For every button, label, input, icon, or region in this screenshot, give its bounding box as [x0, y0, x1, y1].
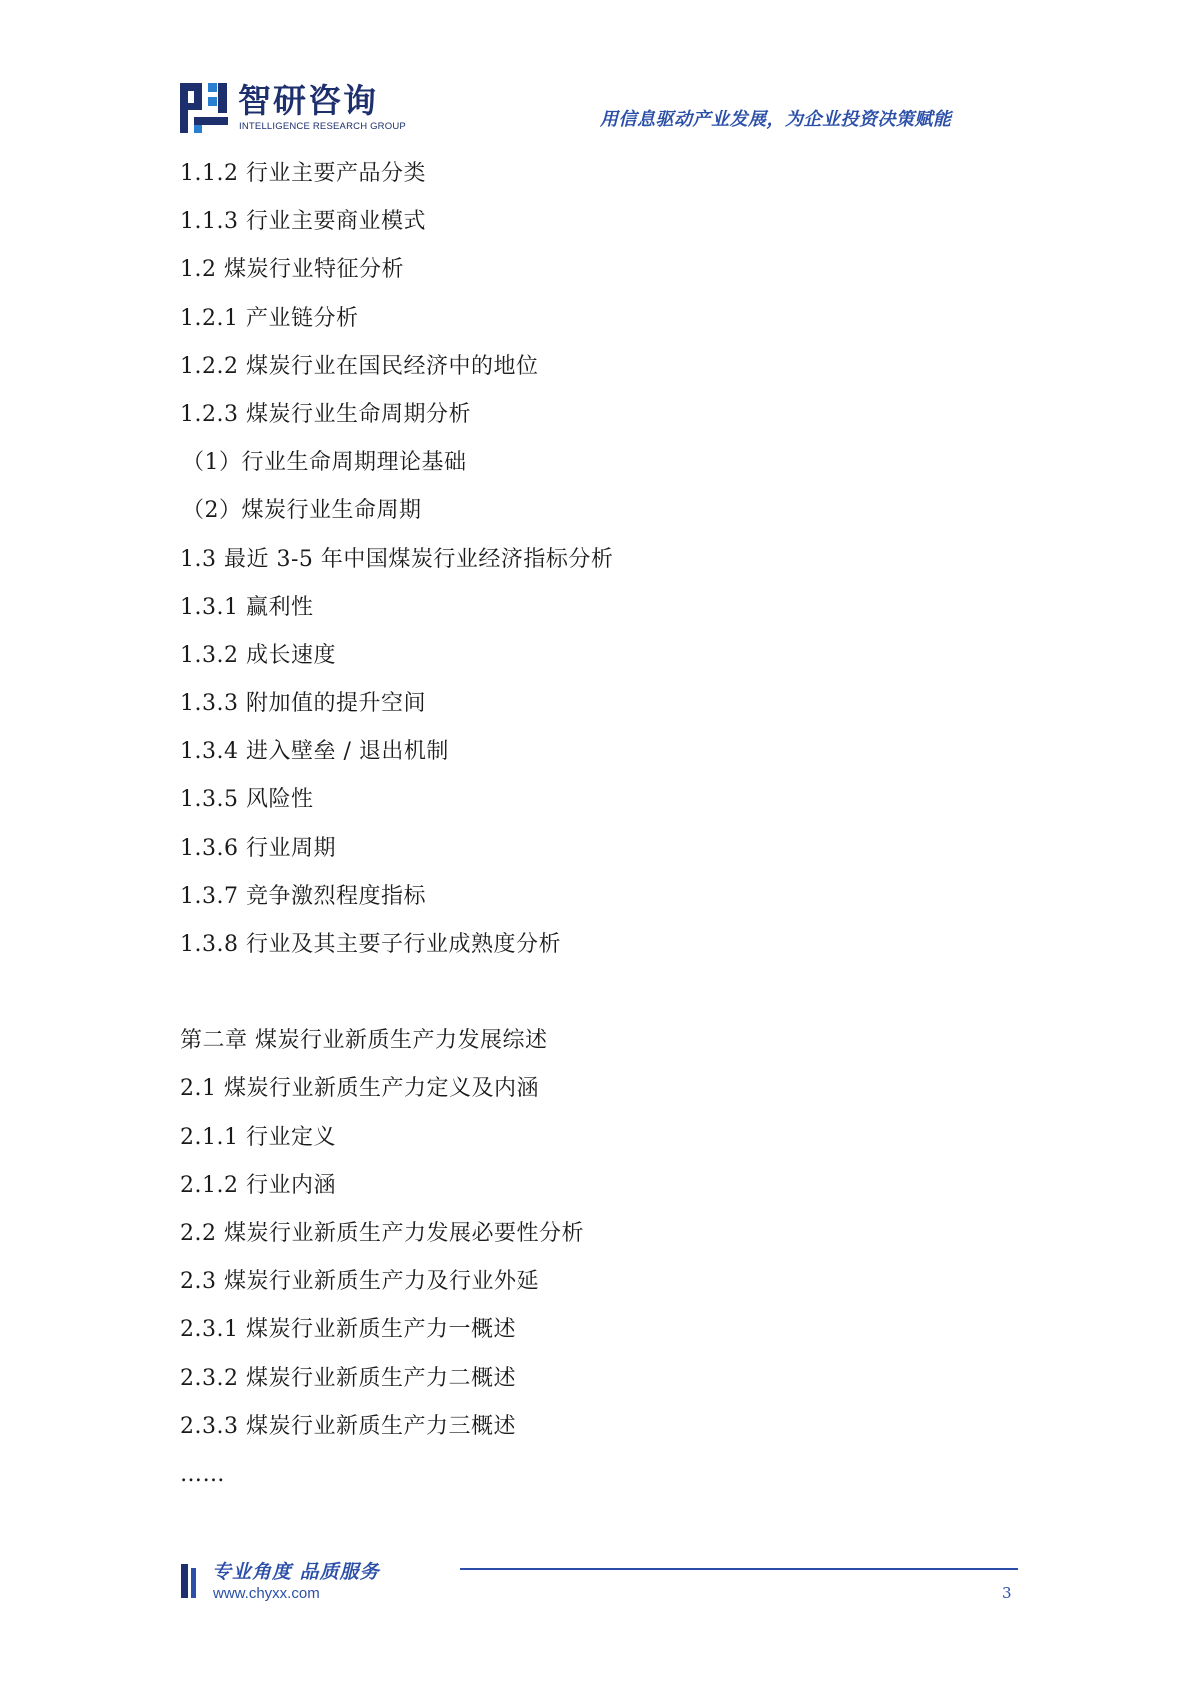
footer-slogan: 专业角度 品质服务: [212, 1561, 380, 1583]
toc-item: 2.3 煤炭行业新质生产力及行业外延: [180, 1269, 539, 1295]
toc-item: 1.2.3 煤炭行业生命周期分析: [180, 401, 471, 427]
toc-item: 2.1.1 行业定义: [180, 1124, 336, 1150]
toc-item: 1.3.3 附加值的提升空间: [180, 691, 426, 717]
toc-item: 1.1.3 行业主要商业模式: [180, 209, 426, 235]
table-of-contents: [180, 150, 1080, 1499]
toc-item: 2.3.3 煤炭行业新质生产力三概述: [180, 1413, 516, 1439]
toc-item: 1.3.8 行业及其主要子行业成熟度分析: [180, 932, 561, 957]
toc-item: 1.3.7 竞争激烈程度指标: [180, 883, 426, 909]
toc-item: 2.1.2 行业内涵: [180, 1172, 336, 1198]
page-number: 3: [1002, 1584, 1012, 1602]
toc-item: （1）行业生命周期理论基础: [182, 450, 467, 476]
toc-item: 2.1 煤炭行业新质生产力定义及内涵: [180, 1076, 539, 1102]
footer-divider: [460, 1568, 1018, 1570]
toc-item: 1.3.6 行业周期: [180, 835, 336, 861]
brand-subtitle: INTELLIGENCE RESEARCH GROUP: [239, 121, 406, 132]
toc-item: 1.2 煤炭行业特征分析: [180, 257, 404, 283]
toc-item: 2.3.1 煤炭行业新质生产力一概述: [180, 1317, 516, 1343]
page-header: [0, 0, 1191, 150]
header-slogan: 用信息驱动产业发展，为企业投资决策赋能: [600, 109, 952, 130]
logo-icon: [180, 83, 228, 133]
footer-bars-icon: [181, 1564, 203, 1598]
toc-item: 1.3 最近 3-5 年中国煤炭行业经济指标分析: [180, 546, 614, 572]
toc-item: 1.3.4 进入壁垒 / 退出机制: [180, 739, 449, 765]
footer-url: www.chyxx.com: [213, 1585, 320, 1602]
page-footer: [0, 1540, 1191, 1620]
toc-item: 1.1.2 行业主要产品分类: [180, 161, 426, 186]
toc-item: 1.3.1 赢利性: [180, 594, 314, 620]
toc-item: 1.3.2 成长速度: [180, 642, 336, 668]
toc-item: 1.3.5 风险性: [180, 787, 314, 813]
toc-ellipsis: ……: [180, 1461, 225, 1487]
toc-chapter-heading: 第二章 煤炭行业新质生产力发展综述: [180, 1028, 548, 1054]
toc-item: 1.2.2 煤炭行业在国民经济中的地位: [180, 353, 539, 379]
brand-name: 智研咨询: [238, 81, 378, 120]
toc-item: （2）煤炭行业生命周期: [182, 498, 422, 524]
toc-item: 1.2.1 产业链分析: [180, 305, 359, 331]
toc-item: 2.2 煤炭行业新质生产力发展必要性分析: [180, 1220, 584, 1246]
toc-item: 2.3.2 煤炭行业新质生产力二概述: [180, 1365, 516, 1391]
